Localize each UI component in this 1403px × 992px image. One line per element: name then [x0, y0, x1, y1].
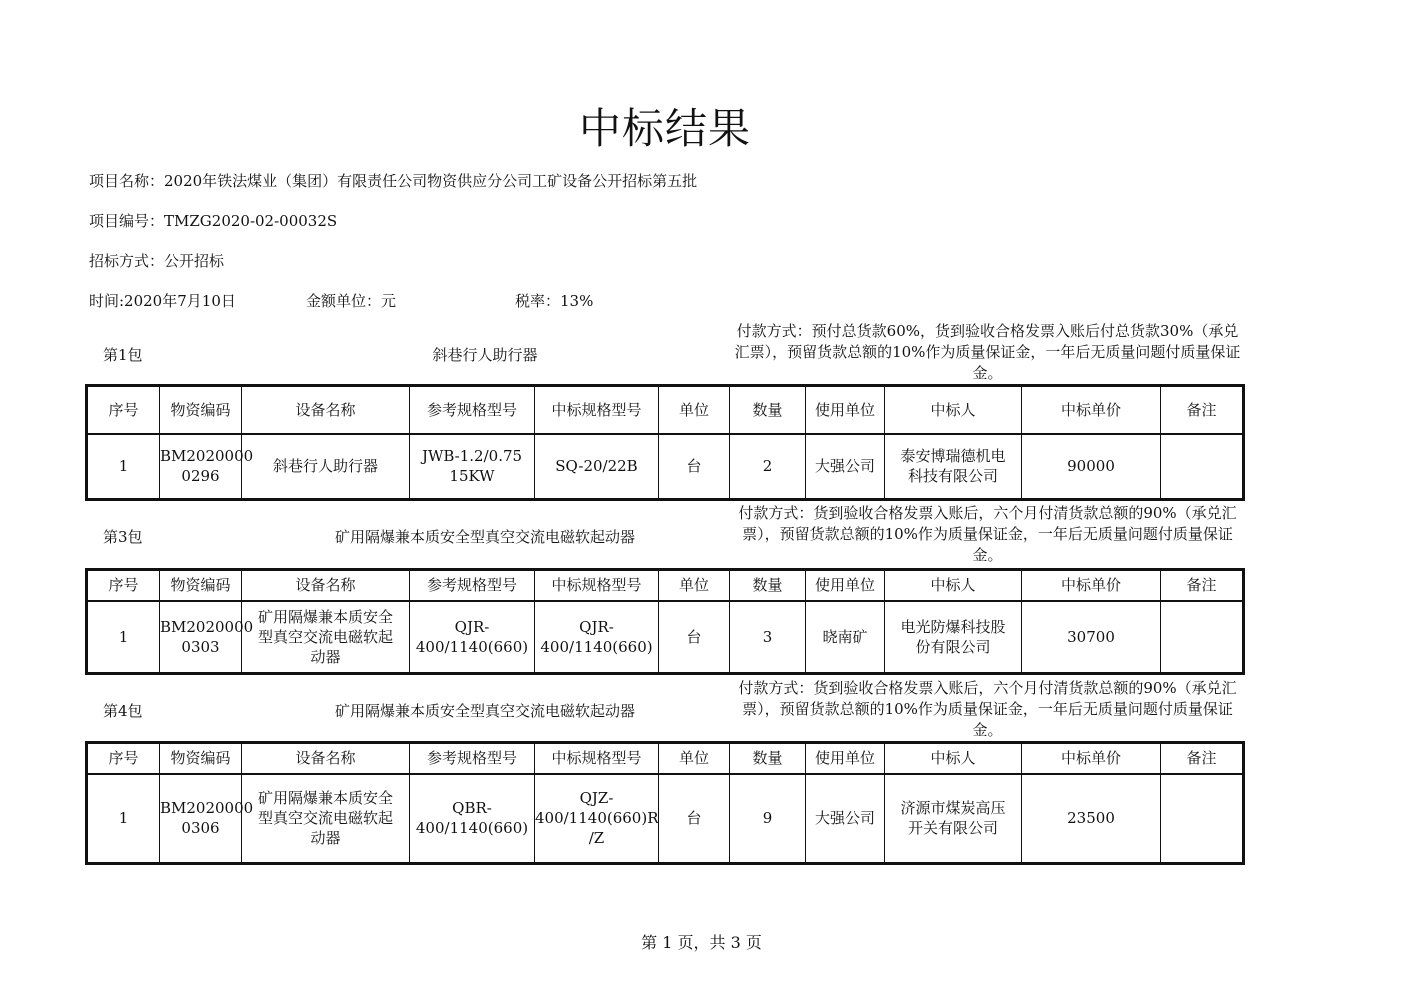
cell-equipment-name: 矿用隔爆兼本质安全 型真空交流电磁软起 动器: [242, 601, 410, 674]
cell-remark: [1161, 774, 1244, 864]
header-winning-spec: 中标规格型号: [535, 570, 659, 601]
header-reference-spec: 参考规格型号: [410, 570, 535, 601]
cell-quantity: 9: [730, 774, 806, 864]
cell-winning-spec: QJZ- 400/1140(660)R /Z: [535, 774, 659, 864]
header-equipment-name: 设备名称: [242, 743, 410, 774]
header-winning-spec: 中标规格型号: [535, 386, 659, 434]
header-unit: 单位: [659, 743, 730, 774]
table-row: [87, 601, 1244, 674]
header-user-unit: 使用单位: [806, 570, 885, 601]
bid-date: 时间:2020年7月10日: [89, 292, 236, 310]
header-unit-price: 中标单价: [1022, 570, 1161, 601]
cell-remark: [1161, 434, 1244, 500]
header-remark: 备注: [1161, 386, 1244, 434]
page-footer: 第 1 页，共 3 页: [641, 933, 762, 952]
header-winning-spec: 中标规格型号: [535, 743, 659, 774]
cell-winning-spec: QJR- 400/1140(660): [535, 601, 659, 674]
page-title: 中标结果: [578, 104, 751, 153]
cell-equipment-name: 矿用隔爆兼本质安全 型真空交流电磁软起 动器: [242, 774, 410, 864]
amount-unit: 金额单位：元: [306, 292, 397, 310]
cell-remark: [1161, 601, 1244, 674]
cell-equipment-name: 斜巷行人助行器: [242, 434, 410, 500]
header-quantity: 数量: [730, 743, 806, 774]
header-equipment-name: 设备名称: [242, 386, 410, 434]
cell-user-unit: 大强公司: [806, 434, 885, 500]
bid-table: [85, 568, 1245, 675]
cell-winner: 济源市煤炭高压 开关有限公司: [885, 774, 1022, 864]
package-name: 矿用隔爆兼本质安全型真空交流电磁软起动器: [334, 528, 635, 546]
header-unit: 单位: [659, 386, 730, 434]
table-header-row: [87, 570, 1244, 601]
header-unit-price: 中标单价: [1022, 743, 1161, 774]
header-winner: 中标人: [885, 570, 1022, 601]
bid-table: [85, 741, 1245, 865]
cell-unit: 台: [659, 774, 730, 864]
package-name: 矿用隔爆兼本质安全型真空交流电磁软起动器: [334, 702, 635, 720]
header-unit-price: 中标单价: [1022, 386, 1161, 434]
table-header-row: [87, 386, 1244, 434]
cell-unit: 台: [659, 601, 730, 674]
project-name: 项目名称：2020年铁法煤业（集团）有限责任公司物资供应分公司工矿设备公开招标第五批: [89, 172, 698, 190]
cell-quantity: 3: [730, 601, 806, 674]
cell-user-unit: 晓南矿: [806, 601, 885, 674]
tax-rate: 税率：13%: [515, 292, 594, 310]
cell-user-unit: 大强公司: [806, 774, 885, 864]
header-index: 序号: [87, 386, 160, 434]
cell-reference-spec: JWB-1.2/0.75 15KW: [410, 434, 535, 500]
cell-reference-spec: QBR- 400/1140(660): [410, 774, 535, 864]
header-material-code: 物资编码: [160, 386, 242, 434]
table-row: [87, 434, 1244, 500]
package-number: 第3包: [103, 528, 143, 546]
cell-index: 1: [87, 434, 160, 500]
cell-material-code: BM2020000 0303: [160, 601, 242, 674]
cell-winning-spec: SQ-20/22B: [535, 434, 659, 500]
header-material-code: 物资编码: [160, 743, 242, 774]
package-name: 斜巷行人助行器: [432, 346, 538, 364]
cell-unit-price: 23500: [1022, 774, 1161, 864]
cell-material-code: BM2020000 0306: [160, 774, 242, 864]
table-row: [87, 774, 1244, 864]
cell-reference-spec: QJR- 400/1140(660): [410, 601, 535, 674]
header-winner: 中标人: [885, 743, 1022, 774]
header-quantity: 数量: [730, 386, 806, 434]
payment-terms: 付款方式：货到验收合格发票入账后，六个月付清货款总额的90%（承兑汇票），预留货款总额的10%作为质量保证金，一年后无质量问题付质量保证金。: [738, 504, 1237, 564]
package-number: 第1包: [103, 346, 143, 364]
cell-unit: 台: [659, 434, 730, 500]
cell-index: 1: [87, 601, 160, 674]
payment-terms: 付款方式：预付总货款60%，货到验收合格发票入账后付总货款30%（承兑汇票），预留货款总额的10%作为质量保证金，一年后无质量问题付质量保证金。: [734, 322, 1241, 382]
header-material-code: 物资编码: [160, 570, 242, 601]
cell-winner: 泰安博瑞德机电 科技有限公司: [885, 434, 1022, 500]
table-header-row: [87, 743, 1244, 774]
header-user-unit: 使用单位: [806, 743, 885, 774]
cell-index: 1: [87, 774, 160, 864]
header-quantity: 数量: [730, 570, 806, 601]
cell-unit-price: 30700: [1022, 601, 1161, 674]
bid-method: 招标方式：公开招标: [89, 252, 225, 270]
project-number: 项目编号：TMZG2020-02-00032S: [89, 212, 338, 230]
cell-winner: 电光防爆科技股 份有限公司: [885, 601, 1022, 674]
header-reference-spec: 参考规格型号: [410, 743, 535, 774]
header-remark: 备注: [1161, 743, 1244, 774]
header-equipment-name: 设备名称: [242, 570, 410, 601]
header-index: 序号: [87, 570, 160, 601]
bid-table: [85, 384, 1245, 501]
header-unit: 单位: [659, 570, 730, 601]
header-reference-spec: 参考规格型号: [410, 386, 535, 434]
cell-unit-price: 90000: [1022, 434, 1161, 500]
package-number: 第4包: [103, 702, 143, 720]
cell-material-code: BM2020000 0296: [160, 434, 242, 500]
header-remark: 备注: [1161, 570, 1244, 601]
header-index: 序号: [87, 743, 160, 774]
cell-quantity: 2: [730, 434, 806, 500]
payment-terms: 付款方式：货到验收合格发票入账后，六个月付清货款总额的90%（承兑汇票），预留货款总额的10%作为质量保证金，一年后无质量问题付质量保证金。: [738, 679, 1237, 739]
header-user-unit: 使用单位: [806, 386, 885, 434]
header-winner: 中标人: [885, 386, 1022, 434]
